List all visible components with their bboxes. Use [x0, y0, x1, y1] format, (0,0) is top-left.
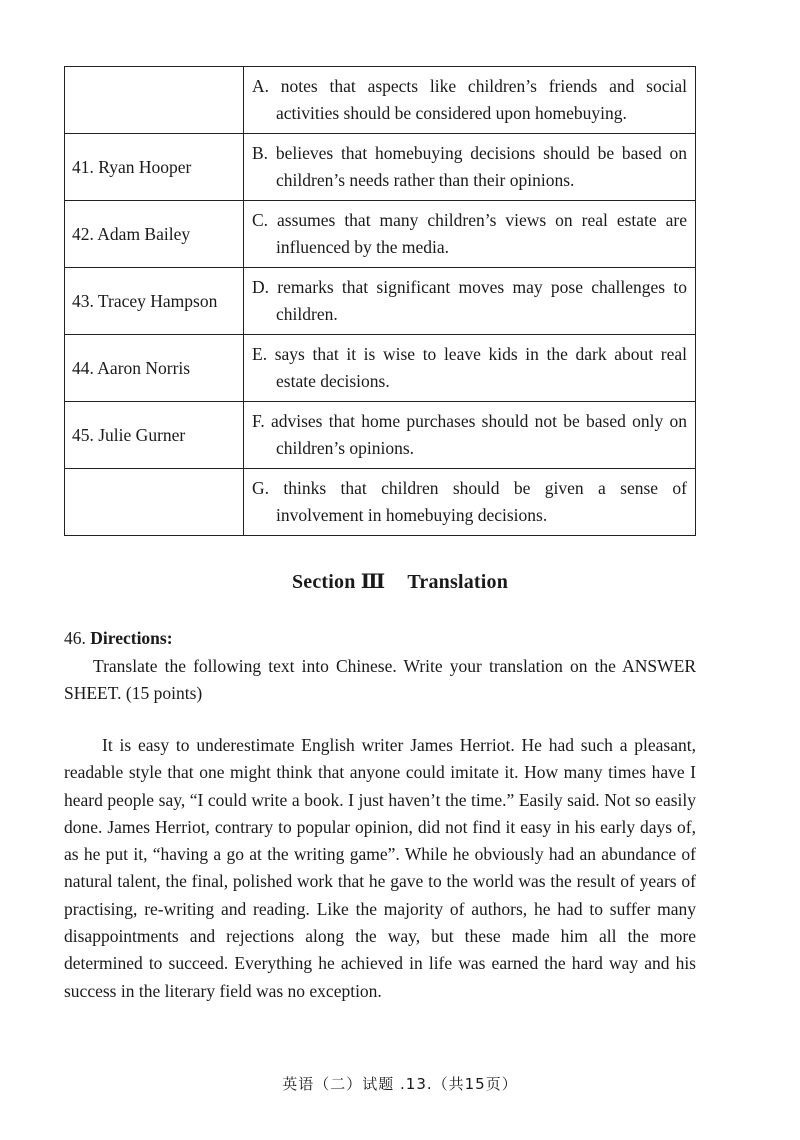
speaker-name-cell: 44. Aaron Norris	[65, 335, 244, 402]
option-a-text: A. notes that aspects like children’s friends and social activities should be considered upon homebuying.	[252, 76, 687, 123]
option-cell	[244, 268, 696, 335]
option-f-text: F. advises that home purchases should not be based only on children’s opinions.	[252, 411, 687, 458]
table-row	[65, 268, 696, 335]
section-heading	[0, 569, 800, 594]
translation-passage: It is easy to underestimate English writer James Herriot. He had such a pleasant, readable style that one might think that anyone could imitate it. How many times have I heard people say, “I could write a book. I just haven’t the time.” Easily said. Not so easily done. James Herriot, contrary to popular opinion, did not find it easy in his early days of, as he put it, “having a go at the writing game”. While he obviously had an abundance of natural talent, the final, polished work that he gave to the world was the result of years of practising, re-writing and reading. Like the majority of authors, he had to suffer many disappointments and rejections along the way, but these made him all the more determined to succeed. Everything he achieved in life was earned the hard way and his success in the literary field was no exception.	[64, 735, 696, 1001]
option-e-text: E. says that it is wise to leave kids in the dark about real estate decisions.	[252, 344, 687, 391]
option-d-text: D. remarks that significant moves may pose challenges to children.	[252, 277, 687, 324]
directions-text: Translate the following text into Chinese. Write your translation on the ANSWER SHEET. (15 points)	[64, 656, 696, 703]
matching-table	[64, 66, 696, 536]
option-cell	[244, 335, 696, 402]
option-b-text: B. believes that homebuying decisions should be based on children’s needs rather than their opinions.	[252, 143, 687, 190]
option-cell	[244, 469, 696, 536]
table-row	[65, 469, 696, 536]
question-number: 46.	[64, 628, 86, 648]
directions-block	[64, 625, 696, 707]
table-row	[65, 335, 696, 402]
speaker-name-cell: 42. Adam Bailey	[65, 201, 244, 268]
option-cell	[244, 134, 696, 201]
table-row	[65, 201, 696, 268]
directions-label: Directions:	[90, 628, 173, 648]
page-footer: 英语（二）试题 .13.（共15页）	[282, 1075, 518, 1093]
speaker-name-cell	[65, 469, 244, 536]
speaker-name-cell: 45. Julie Gurner	[65, 402, 244, 469]
speaker-name-cell: 41. Ryan Hooper	[65, 134, 244, 201]
option-cell	[244, 402, 696, 469]
option-cell	[244, 67, 696, 134]
speaker-name-cell: 43. Tracey Hampson	[65, 268, 244, 335]
option-cell	[244, 201, 696, 268]
table-row	[65, 67, 696, 134]
table-row	[65, 402, 696, 469]
section-label: Section Ⅲ	[291, 571, 386, 593]
directions-heading	[64, 625, 696, 652]
option-g-text: G. thinks that children should be given a sense of involvement in homebuying decisions.	[252, 478, 687, 525]
speaker-name-cell	[65, 67, 244, 134]
table-row	[65, 134, 696, 201]
section-title: Translation	[407, 571, 509, 593]
option-c-text: C. assumes that many children’s views on real estate are influenced by the media.	[252, 210, 687, 257]
